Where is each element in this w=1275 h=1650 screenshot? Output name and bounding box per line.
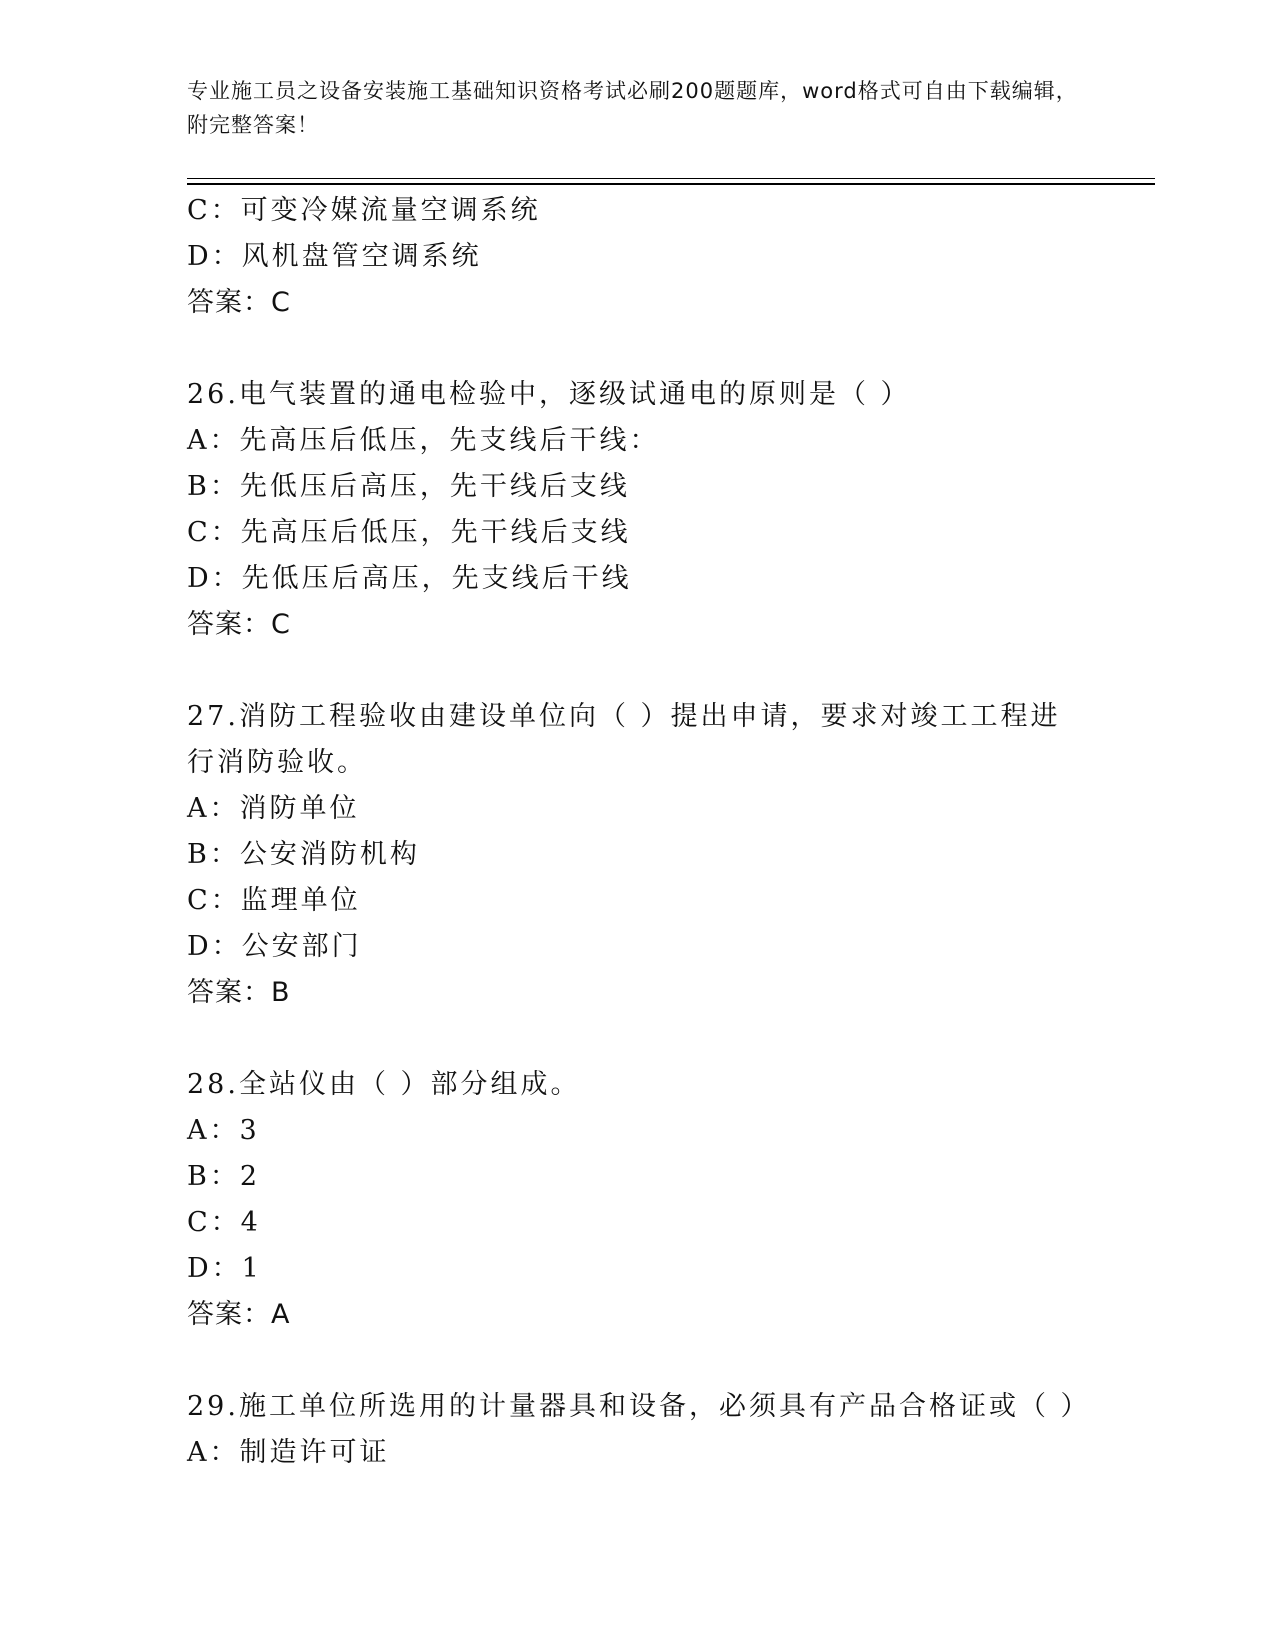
option-line: D：先低压后高压，先支线后干线	[187, 563, 632, 594]
option-line: A：消防单位	[187, 793, 360, 824]
question-block	[187, 1384, 1147, 1476]
answer-line: 答案：C	[187, 287, 291, 318]
option-line: C：4	[187, 1207, 261, 1238]
answer-line: 答案：C	[187, 609, 291, 640]
question-text: 29.施工单位所选用的计量器具和设备，必须具有产品合格证或（ ）	[187, 1391, 1091, 1422]
option-line: D：公安部门	[187, 931, 362, 962]
option-line: C：可变冷媒流量空调系统	[187, 195, 541, 226]
question-text: 27.消防工程验收由建设单位向（ ）提出申请，要求对竣工工程进行消防验收。	[187, 701, 1061, 778]
option-line: C：监理单位	[187, 885, 361, 916]
question-body	[187, 188, 1147, 1476]
header-rule-thick	[187, 183, 1155, 185]
question-text: 28.全站仪由（ ）部分组成。	[187, 1069, 581, 1100]
option-line: A：制造许可证	[187, 1437, 390, 1468]
question-block	[187, 372, 1147, 694]
option-line: B：先低压后高压，先干线后支线	[187, 471, 630, 502]
option-line: C：先高压后低压，先干线后支线	[187, 517, 631, 548]
option-line: A：3	[187, 1115, 260, 1146]
option-line: D：1	[187, 1253, 262, 1284]
option-line: D：风机盘管空调系统	[187, 241, 482, 272]
spacer	[187, 326, 1147, 372]
question-block	[187, 1062, 1147, 1384]
header-rule-thin	[187, 178, 1155, 179]
document-header: 专业施工员之设备安装施工基础知识资格考试必刷200题题库，word格式可自由下载编辑，附完整答案！	[187, 79, 1078, 137]
question-text: 26.电气装置的通电检验中，逐级试通电的原则是（ ）	[187, 379, 911, 410]
option-line: A：先高压后低压，先支线后干线：	[187, 425, 660, 456]
option-line: B：公安消防机构	[187, 839, 420, 870]
spacer	[187, 1016, 1147, 1062]
answer-line: 答案：A	[187, 1299, 291, 1330]
spacer	[187, 1338, 1147, 1384]
spacer	[187, 648, 1147, 694]
answer-line: 答案：B	[187, 977, 291, 1008]
question-block	[187, 694, 1147, 1062]
option-line: B：2	[187, 1161, 261, 1192]
